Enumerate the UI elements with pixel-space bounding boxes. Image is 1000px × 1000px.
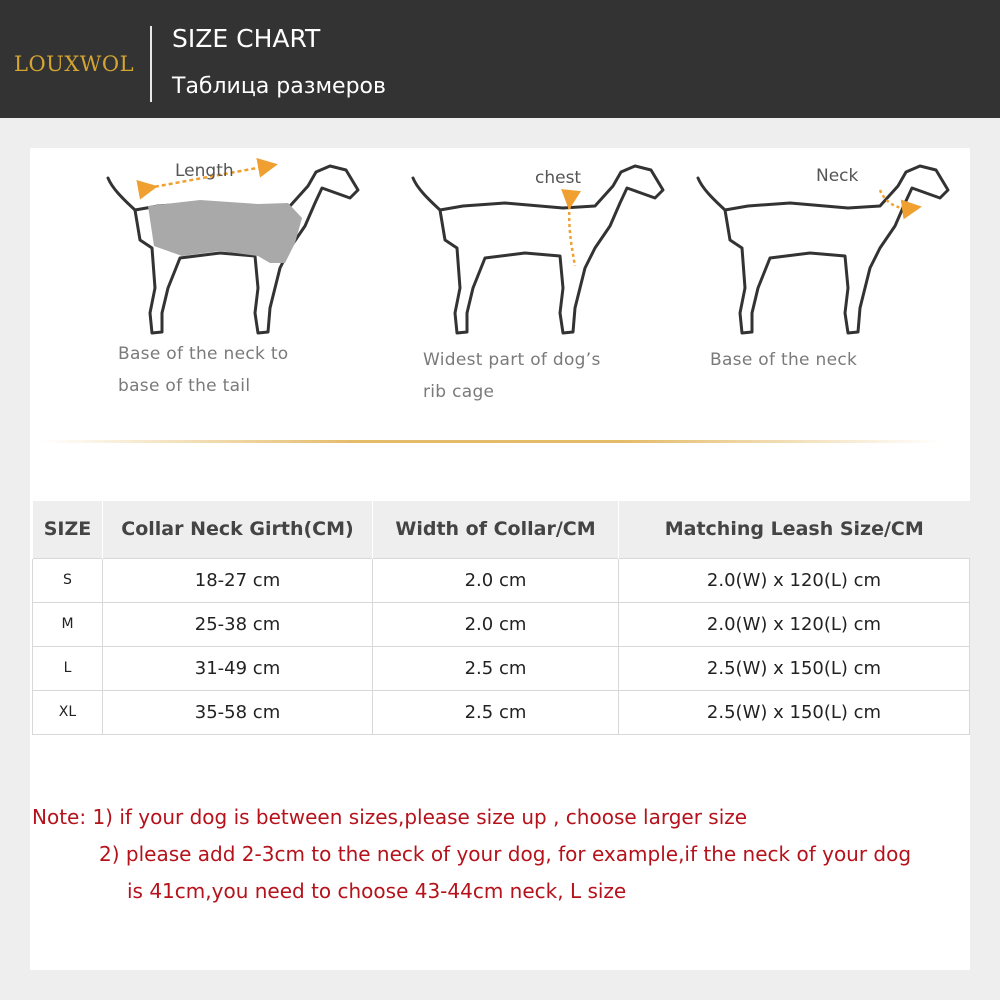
caption-line: Base of the neck to [118, 344, 289, 364]
page-subtitle: Таблица размеров [172, 74, 386, 99]
brand-logo: LOUXWOL [14, 52, 135, 76]
table-cell: M [33, 602, 103, 646]
table-row [33, 558, 970, 602]
table-cell: 2.0 cm [373, 558, 619, 602]
table-cell: 2.0(W) x 120(L) cm [619, 558, 970, 602]
column-header: Width of Collar/CM [373, 501, 619, 558]
caption-neck [710, 344, 857, 376]
table-cell: 31-49 cm [103, 646, 373, 690]
note-line-2: 2) please add 2-3cm to the neck of your dog, for example,if the neck of your dog [99, 842, 912, 866]
header-divider [150, 26, 152, 102]
table-row [33, 646, 970, 690]
column-header: Matching Leash Size/CM [619, 501, 970, 558]
table-cell: 2.5 cm [373, 646, 619, 690]
column-header: Collar Neck Girth(CM) [103, 501, 373, 558]
table-cell: S [33, 558, 103, 602]
caption-line: Widest part of dog’s [423, 350, 601, 370]
table-header-row [33, 501, 970, 558]
decorative-divider [40, 440, 940, 443]
caption-chest [423, 344, 601, 408]
measurement-length [90, 148, 390, 428]
label-neck: Neck [816, 166, 859, 186]
measurement-chest [395, 148, 695, 428]
caption-line: rib cage [423, 382, 495, 402]
table-cell: 25-38 cm [103, 602, 373, 646]
table-cell: 2.5(W) x 150(L) cm [619, 646, 970, 690]
column-header: SIZE [33, 501, 103, 558]
size-table [32, 501, 970, 735]
label-chest: chest [535, 168, 582, 188]
table-cell: 35-58 cm [103, 690, 373, 734]
caption-line: Base of the neck [710, 350, 858, 370]
table-cell: XL [33, 690, 103, 734]
table-row [33, 690, 970, 734]
table-cell: 2.0 cm [373, 602, 619, 646]
page-title: SIZE CHART [172, 24, 321, 53]
table-cell: 18-27 cm [103, 558, 373, 602]
table-cell: 2.5 cm [373, 690, 619, 734]
table-cell: 2.0(W) x 120(L) cm [619, 602, 970, 646]
note-line-1: Note: 1) if your dog is between sizes,please size up , choose larger size [32, 805, 748, 829]
dog-chest-icon [395, 148, 695, 348]
dog-length-icon [90, 148, 390, 348]
note-line-3: is 41cm,you need to choose 43-44cm neck, L size [127, 879, 627, 903]
table-cell: 2.5(W) x 150(L) cm [619, 690, 970, 734]
caption-length [118, 338, 289, 402]
table-cell: L [33, 646, 103, 690]
dog-neck-icon [680, 148, 980, 348]
table-row [33, 602, 970, 646]
label-length: Length [175, 161, 234, 181]
caption-line: base of the tail [118, 376, 251, 396]
measurement-neck [680, 148, 980, 428]
size-chart-panel [30, 148, 970, 970]
header-bar [0, 0, 1000, 118]
